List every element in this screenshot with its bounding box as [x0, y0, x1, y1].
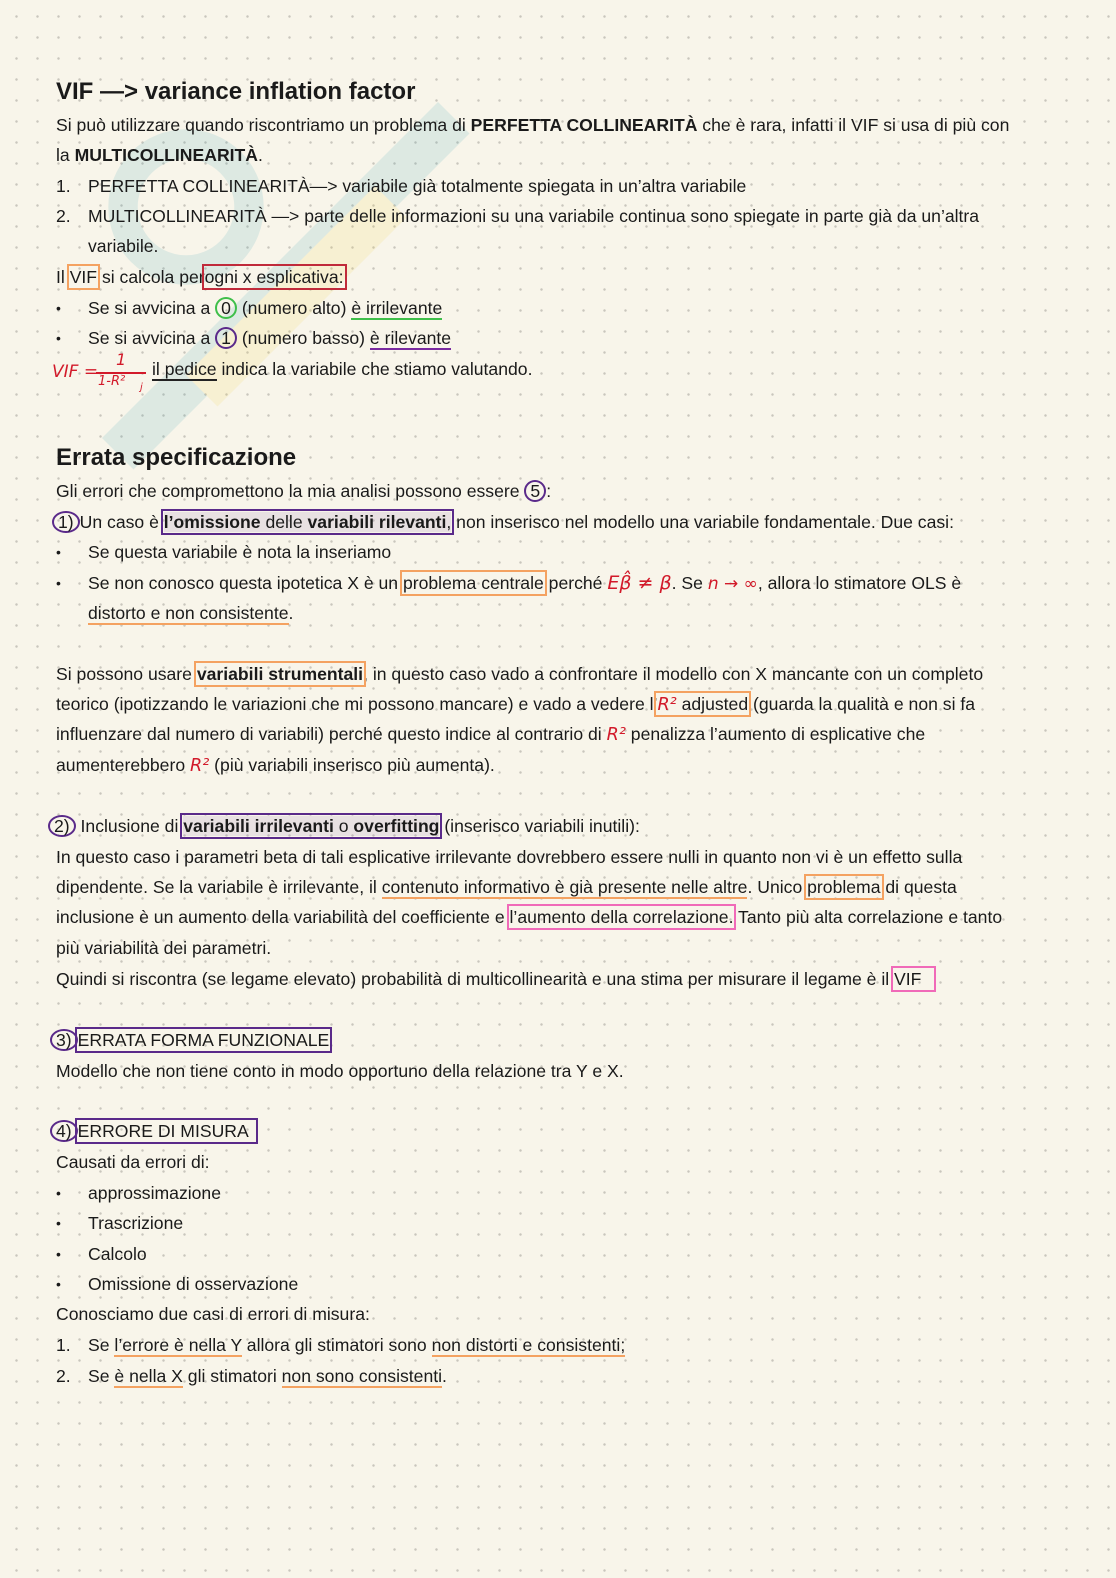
list-item: Trascrizione — [88, 1213, 184, 1233]
strumentali-line2: teorico (ipotizzando le variazioni che mi possono mancare) e vado a vedere l’R² adjusted (guarda la qualità e non si fa — [56, 694, 976, 715]
errore-misura-highlight: ERRORE DI MISURA — [78, 1121, 255, 1141]
correlazione-highlight: l’aumento della correlazione. — [509, 907, 734, 927]
errata-title: Errata specificazione — [56, 444, 297, 471]
list-number: 2. — [56, 1366, 71, 1386]
error-2-text-4: più variabilità dei parametri. — [56, 938, 272, 958]
case-2: Se è nella X gli stimatori non sono consistenti. — [88, 1366, 447, 1386]
error-1-bullet-2-cont: distorto e non consistente. — [88, 603, 294, 623]
irrilevanti-highlight: variabili irrilevanti o overfitting — [183, 816, 440, 836]
error-2-line: 2) Inclusione di variabili irrilevanti o overfitting (inserisco variabili inutili): — [48, 815, 640, 837]
error-2-text-5: Quindi si riscontra (se legame elevato) probabilità di multicollinearità e una stima per misurare il legame è il VIF — [56, 968, 933, 990]
zero-circled: 0 — [215, 297, 237, 319]
error-1-number: 1) — [52, 511, 80, 533]
n-to-infinity-handwritten: n → ∞ — [707, 574, 758, 594]
bullet-icon: • — [56, 575, 61, 591]
strumentali-highlight: variabili strumentali — [196, 664, 364, 684]
bullet-icon: • — [56, 300, 61, 316]
error-4-number: 4) — [50, 1120, 78, 1142]
strumentali-line4: aumenterebbero R² (più variabili inserisco più aumenta). — [56, 755, 495, 776]
vif-bullet-1: Se si avvicina a 0 (numero alto) è irrilevante — [88, 298, 443, 318]
one-circled: 1 — [215, 327, 237, 349]
vif-intro-line1: Si può utilizzare quando riscontriamo un problema di PERFETTA COLLINEARITÀ che è rara, infatti il VIF si usa di più con — [56, 115, 1010, 135]
vif-bullet-2: Se si avvicina a 1 (numero basso) è rilevante — [88, 328, 452, 348]
strumentali-line1: Si possono usare variabili strumentali, in questo caso vado a confrontare il modello con X mancante con un completo — [56, 664, 984, 684]
ogni-x-highlight: ogni x esplicativa: — [204, 267, 344, 287]
errata-intro: Gli errori che compromettono la mia analisi possono essere 5 : — [56, 481, 552, 501]
strumentali-line3: influenzare dal numero di variabili) perché questo indice al contrario di R² penalizza l’aumento di esplicative che — [56, 724, 926, 745]
problema-centrale-highlight: problema centrale — [402, 573, 544, 593]
error-2-text-3: inclusione è un aumento della variabilità del coefficiente e l’aumento della correlazione. Tanto più alta correlazione e tanto — [56, 907, 1003, 927]
list-item: MULTICOLLINEARITÀ —> parte delle informazioni su una variabile continua sono spiegate in parte già da un’altra — [88, 206, 980, 226]
list-number: 1. — [56, 1335, 71, 1355]
list-item: Omissione di osservazione — [88, 1274, 299, 1294]
bullet-icon: • — [56, 544, 61, 560]
vif-title: VIF —> variance inflation factor — [56, 78, 416, 105]
r2-adjusted-highlight: R² adjusted — [657, 694, 749, 715]
bullet-icon: • — [56, 1185, 61, 1201]
error-2-number: 2) — [48, 815, 76, 837]
vif-intro-line2: la MULTICOLLINEARITÀ. — [56, 145, 263, 165]
pedice-note: il pedice indica la variabile che stiamo valutando. — [152, 359, 533, 379]
bullet-icon: • — [56, 330, 61, 346]
bullet-icon: • — [56, 1276, 61, 1292]
list-item-continuation: variabile. — [88, 236, 159, 256]
error-3-number: 3) — [50, 1029, 78, 1051]
error-4-line — [50, 1120, 255, 1142]
case-1: Se l’errore è nella Y allora gli stimatori sono non distorti e consistenti; — [88, 1335, 626, 1355]
bullet-icon: • — [56, 1215, 61, 1231]
problema-highlight: problema — [807, 877, 881, 897]
expectation-handwritten: Eβ̂ ≠ β — [607, 572, 672, 594]
error-1-bullet-1: Se questa variabile è nota la inseriamo — [88, 542, 392, 562]
list-number: 2. — [56, 206, 71, 226]
error-2-text-1: In questo caso i parametri beta di tali esplicative irrilevante dovrebbero essere nulli in quanto non vi è un effetto sulla — [56, 847, 963, 867]
error-4-intro: Causati da errori di: — [56, 1152, 210, 1172]
error-4-cases-intro: Conosciamo due casi di errori di misura: — [56, 1304, 370, 1324]
list-item: Calcolo — [88, 1244, 147, 1264]
vif-formula-handwritten: VIF = 1 1-R² j — [52, 352, 152, 398]
errata-forma-highlight: ERRATA FORMA FUNZIONALE — [77, 1030, 330, 1050]
error-1-bullet-2: Se non conosco questa ipotetica X è un problema centrale perché Eβ̂ ≠ β. Se n → ∞, allora lo stimatore OLS è — [88, 572, 962, 594]
error-2-text-2: dipendente. Se la variabile è irrilevante, il contenuto informativo è già presente nelle altre. Unico problema di questa — [56, 877, 957, 897]
error-1-line: 1) Un caso è l’omissione delle variabili rilevanti, non inserisco nel modello una variabile fondamentale. Due casi: — [52, 511, 954, 533]
error-3-text: Modello che non tiene conto in modo opportuno della relazione tra Y e X. — [56, 1061, 624, 1081]
five-circled: 5 — [524, 480, 546, 502]
list-item: approssimazione — [88, 1183, 222, 1203]
list-number: 1. — [56, 176, 71, 196]
vif-highlight: VIF — [69, 267, 98, 287]
list-item: PERFETTA COLLINEARITÀ—> variabile già totalmente spiegata in un’altra variabile — [88, 176, 747, 196]
vif-pink-highlight: VIF — [894, 969, 933, 989]
bullet-icon: • — [56, 1246, 61, 1262]
error-3-line — [50, 1029, 329, 1051]
omission-highlight: l’omissione delle variabili rilevanti, — [163, 512, 452, 532]
vif-calc-line: Il VIF si calcola perogni x esplicativa: — [56, 267, 344, 287]
